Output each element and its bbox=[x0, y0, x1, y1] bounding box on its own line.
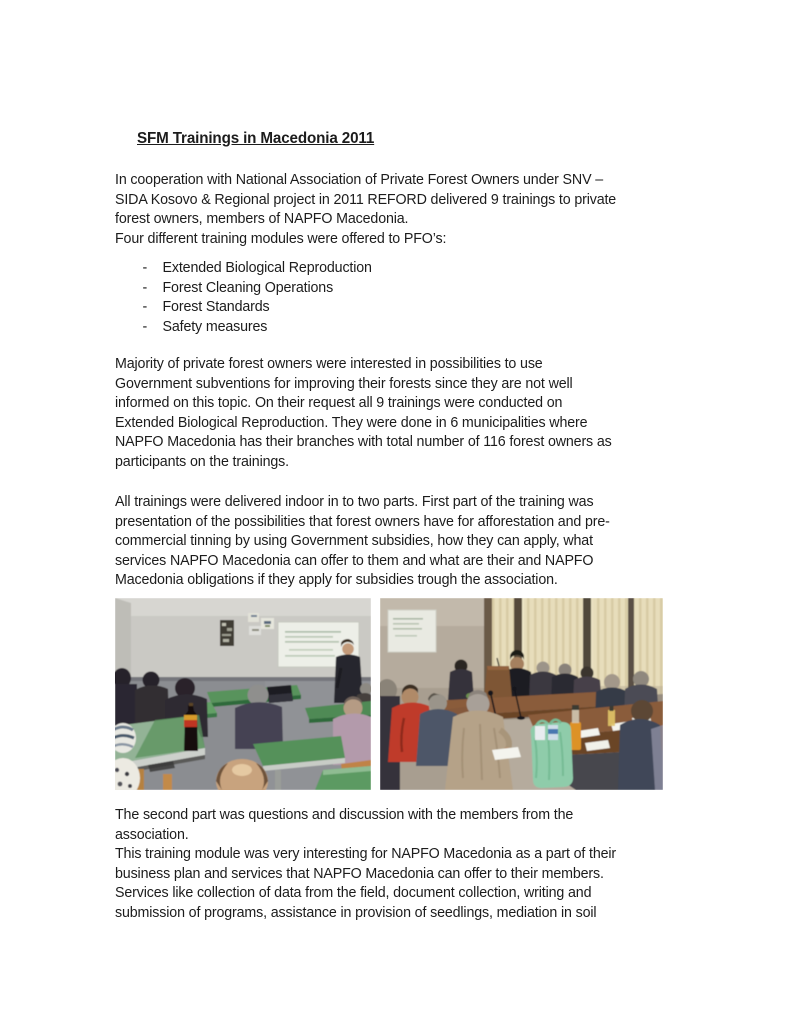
text-line: participants on the trainings. bbox=[115, 452, 289, 470]
list-item-label: Extended Biological Reproduction bbox=[162, 259, 372, 276]
text-line: Majority of private forest owners were interested in possibilities to use bbox=[115, 355, 543, 372]
list-item-label: Forest Standards bbox=[162, 298, 270, 316]
text-line: submission of programs, assistance in provision of seedlings, mediation in soil bbox=[115, 903, 597, 921]
text-line: informed on this topic. On their request all 9 trainings were conducted on bbox=[115, 394, 563, 412]
intro-paragraph bbox=[115, 170, 616, 248]
text-line: business plan and services that NAPFO Macedonia can offer to their members. bbox=[115, 864, 604, 882]
list-item-label: Forest Cleaning Operations bbox=[162, 278, 334, 296]
trainings-delivery-paragraph bbox=[115, 492, 610, 590]
meeting-room-photo-image bbox=[380, 598, 663, 790]
text-line: Extended Biological Reproduction. They were done in 6 municipalities where bbox=[115, 413, 588, 431]
training-modules-list bbox=[115, 258, 372, 336]
bullet-marker: - bbox=[142, 317, 148, 335]
text-line: Four different training modules were offered to PFO’s: bbox=[115, 229, 447, 247]
majority-paragraph bbox=[115, 354, 612, 472]
training-photo-classroom bbox=[115, 598, 371, 790]
text-line: Services like collection of data from the field, document collection, writing and bbox=[115, 884, 592, 902]
text-line: association. bbox=[115, 825, 189, 843]
text-line: The second part was questions and discussion with the members from the bbox=[115, 806, 574, 823]
list-item bbox=[115, 317, 372, 337]
training-photos-row bbox=[115, 598, 663, 790]
text-line: SIDA Kosovo & Regional project in 2011 REFORD delivered 9 trainings to private bbox=[115, 190, 617, 208]
list-item bbox=[115, 258, 372, 278]
bullet-marker: - bbox=[142, 298, 148, 316]
training-photo-meeting-room bbox=[380, 598, 663, 790]
document-title: SFM Trainings in Macedonia 2011 bbox=[137, 130, 375, 147]
second-part-paragraph bbox=[115, 805, 616, 923]
text-line: NAPFO Macedonia has their branches with total number of 116 forest owners as bbox=[115, 433, 612, 451]
classroom-photo-image bbox=[115, 598, 371, 790]
bullet-marker: - bbox=[142, 278, 148, 296]
text-line: Macedonia obligations if they apply for subsidies trough the association. bbox=[115, 571, 558, 589]
list-item bbox=[115, 278, 372, 298]
text-line: commercial tinning by using Government subsidies, how they can apply, what bbox=[115, 532, 593, 550]
bullet-marker: - bbox=[142, 259, 148, 276]
text-line: forest owners, members of NAPFO Macedonia. bbox=[115, 210, 409, 228]
list-item bbox=[115, 297, 372, 317]
text-line: In cooperation with National Association of Private Forest Owners under SNV – bbox=[115, 171, 604, 188]
text-line: presentation of the possibilities that forest owners have for afforestation and pre- bbox=[115, 512, 610, 530]
text-line: This training module was very interesting for NAPFO Macedonia as a part of their bbox=[115, 845, 617, 863]
text-line: All trainings were delivered indoor in to two parts. First part of the training was bbox=[115, 493, 594, 510]
text-line: Government subventions for improving their forests since they are not well bbox=[115, 374, 573, 392]
text-line: services NAPFO Macedonia can offer to them and what are their and NAPFO bbox=[115, 551, 594, 569]
list-item-label: Safety measures bbox=[162, 317, 268, 335]
